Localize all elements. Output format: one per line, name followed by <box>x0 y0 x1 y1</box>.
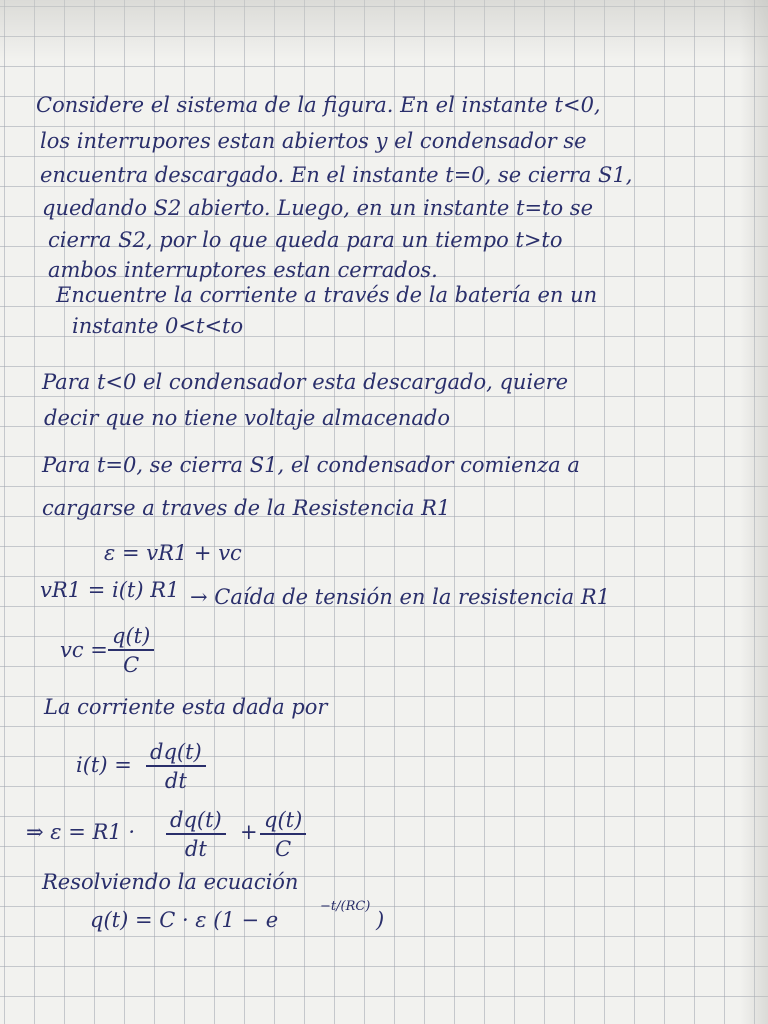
solution-line: cargarse a traves de la Resistencia R1 <box>42 496 451 520</box>
current-lhs: i(t) = <box>76 753 132 777</box>
kvl-equation: ε = vR1 + vc <box>104 541 242 565</box>
fraction-numerator: q(t) <box>260 810 306 835</box>
charge-solution-close: ) <box>376 908 385 932</box>
charge-solution: q(t) = C · ε (1 − e <box>90 908 279 932</box>
problem-line: Considere el sistema de la figura. En el instante t<0, <box>36 93 601 117</box>
capacitor-voltage-lhs: vc = <box>60 638 108 662</box>
problem-line: cierra S2, por lo que queda para un tiempo t>to <box>48 228 563 252</box>
problem-line: Encuentre la corriente a través de la batería en un <box>56 283 598 307</box>
fraction-denominator: dt <box>164 769 187 793</box>
problem-line: quedando S2 abierto. Luego, en un instante t=to se <box>42 196 594 220</box>
current-fraction <box>146 742 206 792</box>
problem-line: ambos interruptores estan cerrados. <box>48 258 438 282</box>
differential-equation-fraction-1 <box>166 810 226 860</box>
differential-equation-fraction-2 <box>260 810 306 860</box>
solution-line: Para t=0, se cierra S1, el condensador comienza a <box>42 453 580 477</box>
resistor-voltage-equation: vR1 = i(t) R1 <box>40 578 180 602</box>
problem-line: encuentra descargado. En el instante t=0, se cierra S1, <box>40 163 633 187</box>
problem-line: los interrupores estan abiertos y el condensador se <box>40 129 587 153</box>
plus-sign: + <box>240 820 258 844</box>
solution-line: Para t<0 el condensador esta descargado, quiere <box>42 370 569 394</box>
fraction-numerator: dq(t) <box>166 810 226 835</box>
problem-line: instante 0<t<to <box>72 314 244 338</box>
solution-line: decir que no tiene voltaje almacenado <box>44 406 450 430</box>
resistor-voltage-note: → Caída de tensión en la resistencia R1 <box>190 585 610 609</box>
differential-equation-lhs: ⇒ ε = R1 · <box>26 820 136 844</box>
page-shadow-right <box>740 0 768 1024</box>
page-shadow-top <box>0 0 768 60</box>
fraction-denominator: dt <box>184 837 207 861</box>
capacitor-voltage-fraction <box>108 626 154 676</box>
solving-text: Resolviendo la ecuación <box>42 870 299 894</box>
charge-solution-exponent: −t/(RC) <box>320 899 371 914</box>
fraction-denominator: C <box>123 653 140 677</box>
current-text: La corriente esta dada por <box>44 695 328 719</box>
fraction-numerator: q(t) <box>108 626 154 651</box>
fraction-denominator: C <box>275 837 292 861</box>
fraction-numerator: dq(t) <box>146 742 206 767</box>
